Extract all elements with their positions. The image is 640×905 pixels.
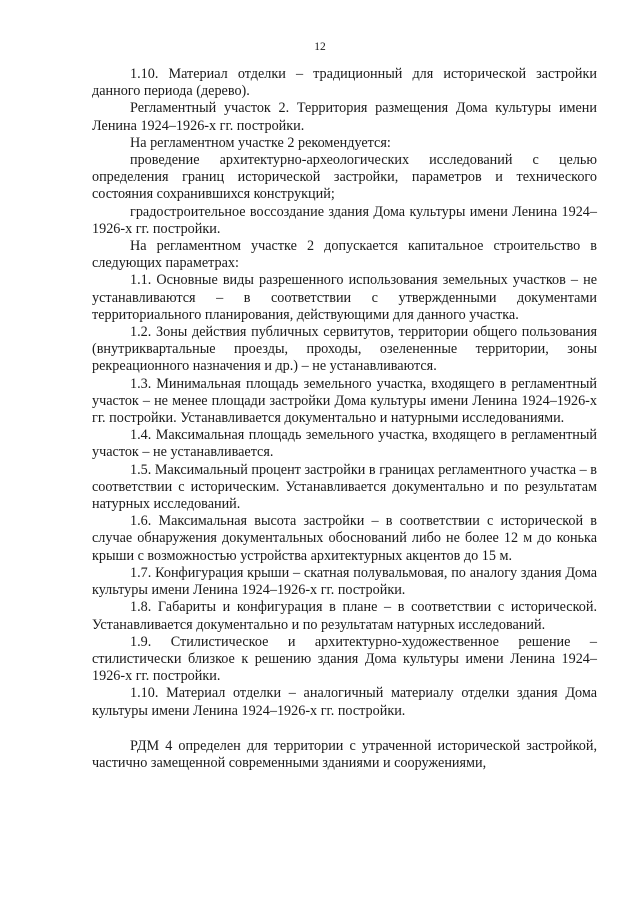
document-body <box>92 66 597 772</box>
paragraph-1-9: 1.9. Стилистическое и архитектурно-художественное решение – стилистически близкое к решению здания Дома культуры имени Ленина 1924–1926-х гг. постройки. <box>92 633 597 685</box>
paragraph-1-7: 1.7. Конфигурация крыши – скатная полувальмовая, по аналогу здания Дома культуры имени Ленина 1924–1926-х гг. постройки. <box>92 564 597 599</box>
paragraph-section-2-title: Регламентный участок 2. Территория размещения Дома культуры имени Ленина 1924–1926-х гг. постройки. <box>92 100 597 134</box>
paragraph-1-1: 1.1. Основные виды разрешенного использования земельных участков – не устанавливаются – в соответствии с утвержденными документами территориального планирования, действующими для данного участка. <box>92 272 597 323</box>
paragraph-rdm-4: РДМ 4 определен для территории с утраченной исторической застройкой, частично замещенной современными зданиями и сооружениями, <box>92 737 597 771</box>
paragraph-1-6: 1.6. Максимальная высота застройки – в соответствии с исторической в случае обнаружения документальных обоснований либо не более 12 м до конька крыши с возможностью устройства архитектурных акцентов до 15 м. <box>92 513 597 564</box>
paragraph-recommended: На регламентном участке 2 рекомендуется: <box>130 134 391 151</box>
paragraph-allowed: На регламентном участке 2 допускается капитальное строительство в следующих параметрах: <box>92 238 597 272</box>
paragraph-1-10-wood: 1.10. Материал отделки – традиционный для исторической застройки данного периода (дерево). <box>92 66 597 100</box>
paragraph-1-2: 1.2. Зоны действия публичных сервитутов, территории общего пользования (внутриквартальные проезды, проходы, озелененные территории, зоны рекреационного назначения и др.) – не устанавливаются. <box>92 324 597 375</box>
page-number: 12 <box>314 41 326 53</box>
paragraph-1-10-material: 1.10. Материал отделки – аналогичный материалу отделки здания Дома культуры имени Ленина 1924–1926-х гг. постройки. <box>92 685 597 719</box>
paragraph-1-8: 1.8. Габариты и конфигурация в плане – в соответствии с исторической. Устанавливается документально и по результатам натурных исследований. <box>92 599 597 633</box>
paragraph-reconstruction: градостроительное воссоздание здания Дома культуры имени Ленина 1924–1926-х гг. постройки. <box>92 203 597 237</box>
paragraph-1-4: 1.4. Максимальная площадь земельного участка, входящего в регламентный участок – не устанавливается. <box>92 427 597 461</box>
paragraph-research: проведение архитектурно-археологических исследований с целью определения границ исторической застройки, параметров и технического состояния сохранившихся конструкций; <box>92 152 597 203</box>
paragraph-1-3: 1.3. Минимальная площадь земельного участка, входящего в регламентный участок – не менее площади застройки Дома культуры имени Ленина 1924–1926-х гг. постройки. Устанавливается документально и натурными исследованиями. <box>92 375 597 427</box>
paragraph-1-5: 1.5. Максимальный процент застройки в границах регламентного участка – в соответствии с историческим. Устанавливается документально и по результатам натурных исследований. <box>92 461 597 513</box>
